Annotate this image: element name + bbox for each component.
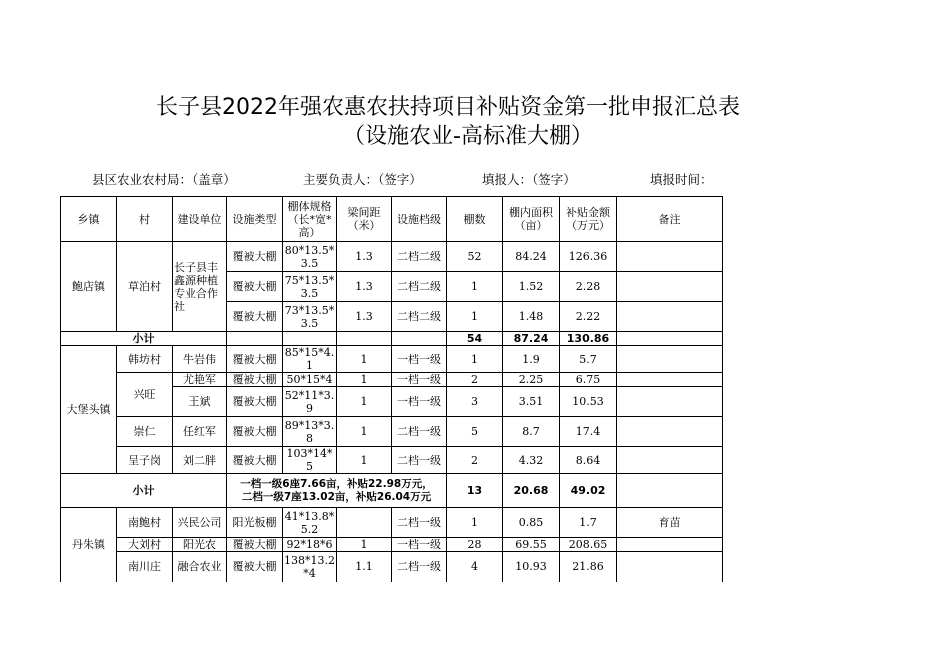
count-cell: 3 — [447, 387, 503, 417]
area-cell: 1.48 — [503, 302, 560, 332]
note-cell — [617, 417, 723, 447]
type-cell: 覆被大棚 — [227, 302, 283, 332]
village-cell: 崇仁 — [117, 417, 173, 447]
amount-cell: 6.75 — [560, 373, 617, 387]
table-row — [61, 538, 723, 552]
span-cell: 1.3 — [337, 272, 392, 302]
amount-cell: 21.86 — [560, 552, 617, 582]
note-cell — [617, 538, 723, 552]
header-cell: 棚体规格（长*宽*高） — [283, 197, 337, 242]
subtotal-label: 小计 — [61, 332, 227, 346]
meta-filler: 填报人：（签字） — [482, 172, 576, 187]
count-cell: 1 — [447, 272, 503, 302]
table-row — [61, 508, 723, 538]
spec-cell: 89*13*3.8 — [283, 417, 337, 447]
header-cell: 棚内面积（亩） — [503, 197, 560, 242]
subtotal-label: 小计 — [61, 474, 227, 508]
unit-cell: 牛岩伟 — [173, 346, 227, 373]
area-cell: 4.32 — [503, 447, 560, 474]
span-cell — [337, 508, 392, 538]
spec-cell: 85*15*4.1 — [283, 346, 337, 373]
area-cell: 0.85 — [503, 508, 560, 538]
subtotal-count: 54 — [447, 332, 503, 346]
unit-cell: 刘二胖 — [173, 447, 227, 474]
count-cell: 5 — [447, 417, 503, 447]
note-cell — [617, 387, 723, 417]
header-cell: 棚数 — [447, 197, 503, 242]
amount-cell: 1.7 — [560, 508, 617, 538]
subtotal-area: 20.68 — [503, 474, 560, 508]
amount-cell: 8.64 — [560, 447, 617, 474]
meta-leader: 主要负责人：（签字） — [303, 172, 422, 187]
header-cell: 乡镇 — [61, 197, 117, 242]
amount-cell: 2.22 — [560, 302, 617, 332]
table-row — [61, 373, 723, 387]
unit-cell: 王斌 — [173, 387, 227, 417]
header-cell: 备注 — [617, 197, 723, 242]
note-cell: 育苗 — [617, 508, 723, 538]
spec-cell: 52*11*3.9 — [283, 387, 337, 417]
count-cell: 2 — [447, 447, 503, 474]
table-row — [61, 552, 723, 582]
grade-cell: 二档一级 — [392, 447, 447, 474]
count-cell: 2 — [447, 373, 503, 387]
subtotal-area: 87.24 — [503, 332, 560, 346]
spec-cell: 73*13.5*3.5 — [283, 302, 337, 332]
note-cell — [617, 373, 723, 387]
page-title: 长子县2022年强农惠农扶持项目补贴资金第一批申报汇总表 — [156, 95, 740, 120]
area-cell: 1.52 — [503, 272, 560, 302]
note-cell — [617, 447, 723, 474]
unit-cell: 尤艳军 — [173, 373, 227, 387]
type-cell: 阳光板棚 — [227, 508, 283, 538]
table-row — [61, 417, 723, 447]
header-cell: 村 — [117, 197, 173, 242]
grade-cell: 一档一级 — [392, 538, 447, 552]
grade-cell: 二档二级 — [392, 302, 447, 332]
amount-cell: 126.36 — [560, 242, 617, 272]
span-cell: 1 — [337, 346, 392, 373]
unit-cell: 兴民公司 — [173, 508, 227, 538]
span-cell: 1 — [337, 417, 392, 447]
unit-cell: 任红军 — [173, 417, 227, 447]
grade-cell: 二档一级 — [392, 417, 447, 447]
subtotal-amount: 130.86 — [560, 332, 617, 346]
type-cell: 覆被大棚 — [227, 346, 283, 373]
grade-cell: 二档二级 — [392, 272, 447, 302]
unit-cell: 阳光农 — [173, 538, 227, 552]
note-cell — [617, 346, 723, 373]
type-cell: 覆被大棚 — [227, 242, 283, 272]
spec-cell: 103*14*5 — [283, 447, 337, 474]
span-cell: 1 — [337, 447, 392, 474]
area-cell: 2.25 — [503, 373, 560, 387]
type-cell: 覆被大棚 — [227, 373, 283, 387]
count-cell: 1 — [447, 346, 503, 373]
town-cell: 丹朱镇 — [61, 508, 117, 582]
amount-cell: 17.4 — [560, 417, 617, 447]
type-cell: 覆被大棚 — [227, 552, 283, 582]
grade-cell: 一档一级 — [392, 373, 447, 387]
page-subtitle: （设施农业-高标准大棚） — [343, 124, 593, 149]
count-cell: 52 — [447, 242, 503, 272]
header-cell: 建设单位 — [173, 197, 227, 242]
grade-cell: 二档二级 — [392, 242, 447, 272]
header-cell: 补贴金额（万元） — [560, 197, 617, 242]
village-cell: 南鲍村 — [117, 508, 173, 538]
type-cell: 覆被大棚 — [227, 447, 283, 474]
area-cell: 1.9 — [503, 346, 560, 373]
town-cell: 大堡头镇 — [61, 346, 117, 474]
village-cell: 大刘村 — [117, 538, 173, 552]
span-cell: 1 — [337, 373, 392, 387]
amount-cell: 2.28 — [560, 272, 617, 302]
type-cell: 覆被大棚 — [227, 538, 283, 552]
table-row — [61, 346, 723, 373]
count-cell: 4 — [447, 552, 503, 582]
span-cell: 1.3 — [337, 242, 392, 272]
header-cell: 设施档级 — [392, 197, 447, 242]
span-cell: 1.3 — [337, 302, 392, 332]
span-cell: 1.1 — [337, 552, 392, 582]
amount-cell: 208.65 — [560, 538, 617, 552]
header-row — [61, 197, 723, 242]
table-row — [61, 447, 723, 474]
village-cell: 韩坊村 — [117, 346, 173, 373]
unit-cell: 长子县丰鑫源种植专业合作社 — [173, 242, 227, 332]
note-cell — [617, 272, 723, 302]
amount-cell: 10.53 — [560, 387, 617, 417]
type-cell: 覆被大棚 — [227, 272, 283, 302]
spec-cell: 75*13.5*3.5 — [283, 272, 337, 302]
village-cell: 呈子岗 — [117, 447, 173, 474]
meta-time: 填报时间： — [650, 172, 713, 187]
spec-cell: 80*13.5*3.5 — [283, 242, 337, 272]
area-cell: 8.7 — [503, 417, 560, 447]
table-row — [61, 242, 723, 272]
village-cell: 兴旺 — [117, 373, 173, 417]
village-cell: 草泊村 — [117, 242, 173, 332]
span-cell: 1 — [337, 538, 392, 552]
spec-cell: 50*15*4 — [283, 373, 337, 387]
subtotal-note — [227, 474, 447, 508]
grade-cell: 一档一级 — [392, 387, 447, 417]
span-cell: 1 — [337, 387, 392, 417]
area-cell: 3.51 — [503, 387, 560, 417]
subtotal-note-line2: 二档一级7座13.02亩，补贴26.04万元 — [241, 490, 432, 503]
spec-cell: 41*13.8*5.2 — [283, 508, 337, 538]
subtotal-amount: 49.02 — [560, 474, 617, 508]
spec-cell: 138*13.2*4 — [283, 552, 337, 582]
subtotal-row — [61, 332, 723, 346]
area-cell: 10.93 — [503, 552, 560, 582]
note-cell — [617, 552, 723, 582]
summary-table — [60, 196, 723, 582]
count-cell: 28 — [447, 538, 503, 552]
subtotal-row — [61, 474, 723, 508]
header-cell: 设施类型 — [227, 197, 283, 242]
town-cell: 鲍店镇 — [61, 242, 117, 332]
note-cell — [617, 302, 723, 332]
area-cell: 84.24 — [503, 242, 560, 272]
amount-cell: 5.7 — [560, 346, 617, 373]
count-cell: 1 — [447, 508, 503, 538]
subtotal-note-line1: 一档一级6座7.66亩，补贴22.98万元， — [240, 477, 433, 490]
village-cell: 南川庄 — [117, 552, 173, 582]
unit-cell: 融合农业 — [173, 552, 227, 582]
grade-cell: 二档一级 — [392, 552, 447, 582]
area-cell: 69.55 — [503, 538, 560, 552]
subtotal-count: 13 — [447, 474, 503, 508]
header-cell: 梁间距（米） — [337, 197, 392, 242]
count-cell: 1 — [447, 302, 503, 332]
type-cell: 覆被大棚 — [227, 387, 283, 417]
spec-cell: 92*18*6 — [283, 538, 337, 552]
note-cell — [617, 242, 723, 272]
type-cell: 覆被大棚 — [227, 417, 283, 447]
meta-dept: 县区农业农村局：（盖章） — [92, 172, 236, 187]
grade-cell: 二档一级 — [392, 508, 447, 538]
grade-cell: 一档一级 — [392, 346, 447, 373]
